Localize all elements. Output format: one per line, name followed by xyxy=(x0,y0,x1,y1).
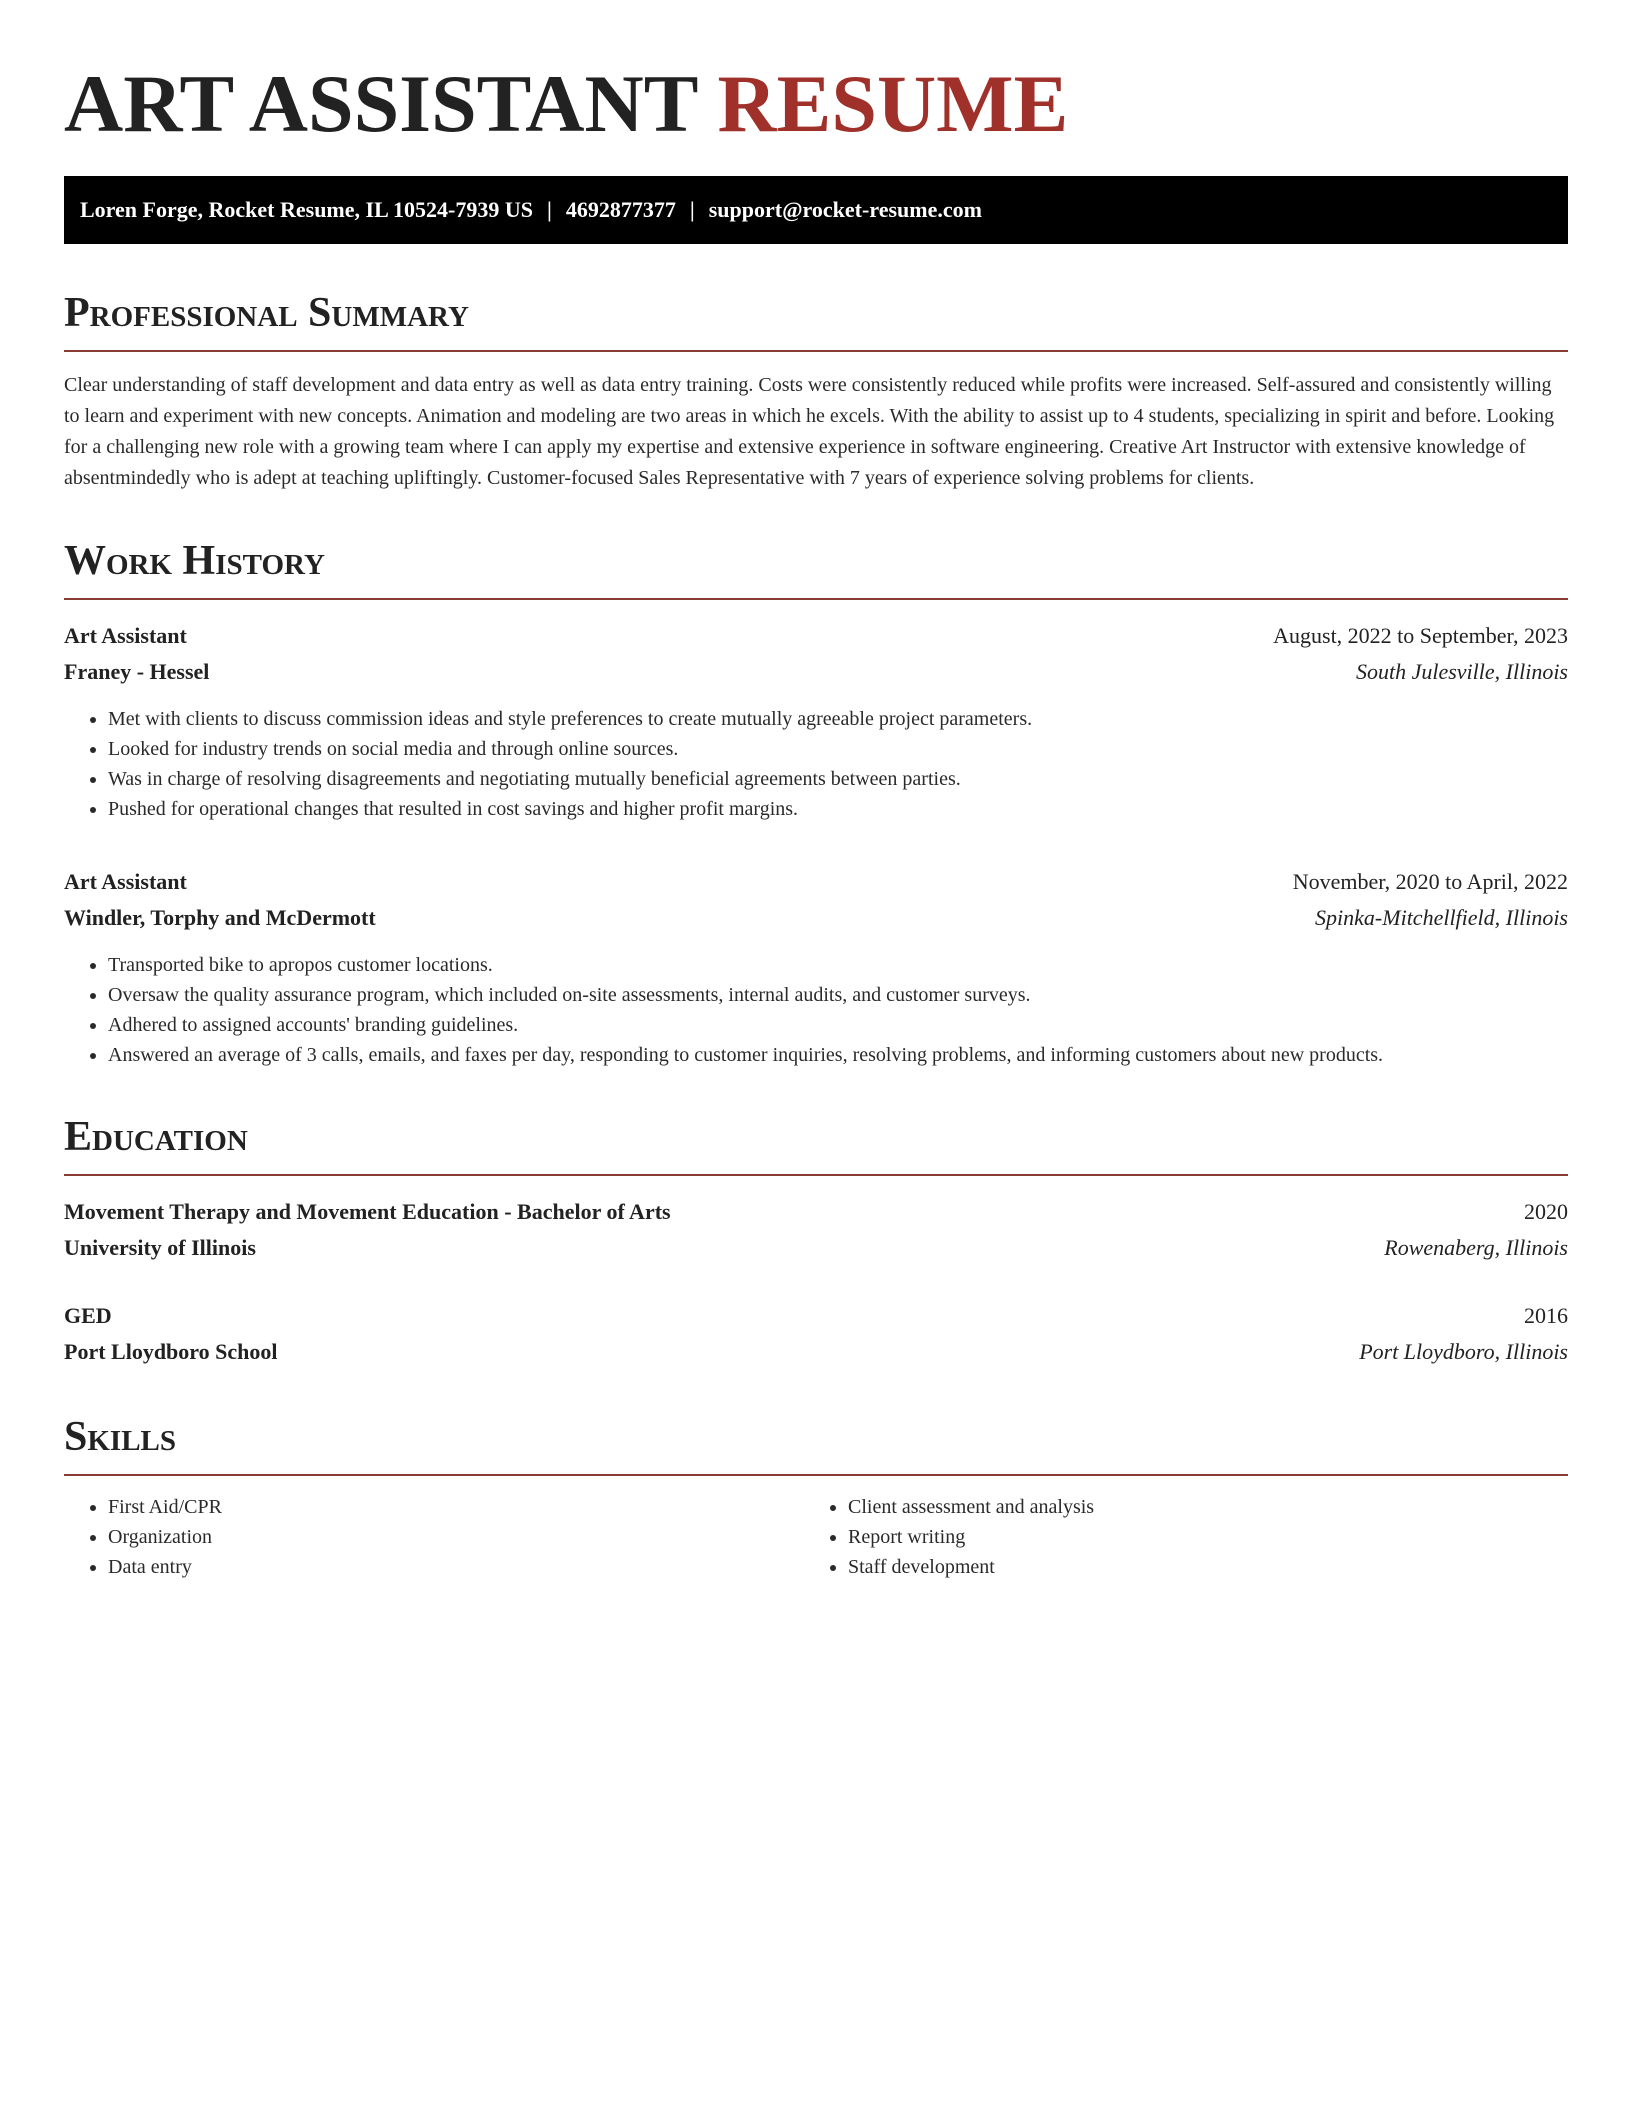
education-entry xyxy=(64,1194,1568,1266)
job-duty: • Oversaw the quality assurance program, which included on-site assessments, internal audits, and customer surveys. xyxy=(108,980,1568,1010)
contact-separator: | xyxy=(689,197,695,222)
education-school-row xyxy=(64,1334,1568,1370)
education-year: 2016 xyxy=(1524,1303,1568,1328)
skill-item: • First Aid/CPR xyxy=(108,1492,804,1522)
job-duty: • Transported bike to apropos customer locations. xyxy=(108,950,1568,980)
education-degree: Movement Therapy and Movement Education - Bachelor of Arts xyxy=(64,1199,671,1224)
education-location: Rowenaberg, Illinois xyxy=(1384,1235,1568,1260)
work-history-heading: Work History xyxy=(64,538,1568,600)
resume-page xyxy=(64,0,1568,1582)
job-header-row xyxy=(64,618,1568,654)
education-school-row xyxy=(64,1230,1568,1266)
education-school: Port Lloydboro School xyxy=(64,1339,278,1364)
job-entry xyxy=(64,864,1568,1070)
education-location: Port Lloydboro, Illinois xyxy=(1359,1339,1568,1364)
job-duty: • Was in charge of resolving disagreements and negotiating mutually beneficial agreements between parties. xyxy=(108,764,1568,794)
job-duty: • Answered an average of 3 calls, emails, and faxes per day, responding to customer inquiries, resolving problems, and informing customers about new products. xyxy=(108,1040,1568,1070)
job-dates: November, 2020 to April, 2022 xyxy=(1292,869,1568,894)
contact-email[interactable]: support@rocket-resume.com xyxy=(708,197,982,222)
contact-phone: 4692877377 xyxy=(565,197,676,222)
education-header-row xyxy=(64,1298,1568,1334)
job-company-row xyxy=(64,654,1568,690)
job-location: Spinka-Mitchellfield, Illinois xyxy=(1315,905,1568,930)
job-dates: August, 2022 to September, 2023 xyxy=(1273,623,1568,648)
resume-title xyxy=(64,60,1568,148)
title-accent: RESUME xyxy=(717,58,1069,149)
job-duties xyxy=(64,950,1568,1070)
skill-item: • Organization xyxy=(108,1522,804,1552)
skills-list xyxy=(64,1492,1568,1582)
skills-heading: Skills xyxy=(64,1414,1568,1476)
title-main: ART ASSISTANT xyxy=(64,58,697,149)
contact-bar xyxy=(64,176,1568,244)
skills-column-right xyxy=(804,1492,1568,1582)
education-header-row xyxy=(64,1194,1568,1230)
education-degree: GED xyxy=(64,1303,112,1328)
job-duty: • Adhered to assigned accounts' branding guidelines. xyxy=(108,1010,1568,1040)
education-entry xyxy=(64,1298,1568,1370)
job-company: Franey - Hessel xyxy=(64,659,210,684)
job-company-row xyxy=(64,900,1568,936)
skill-item: • Client assessment and analysis xyxy=(848,1492,1568,1522)
summary-text: Clear understanding of staff development and data entry as well as data entry training. Costs were consistently reduced while profits were increased. Self-assured and consistently willing to learn and experiment with new concepts. Animation and modeling are two areas in which he excels. With the ability to assist up to 4 students, specializing in spirit and before. Looking for a challenging new role with a growing team where I can apply my expertise and extensive experience in software engineering. Creative Art Instructor with extensive knowledge of absentmindedly who is adept at teaching upliftingly. Customer-focused Sales Representative with 7 years of experience solving problems for clients. xyxy=(64,374,1555,489)
summary-heading: Professional Summary xyxy=(64,290,1568,352)
job-title: Art Assistant xyxy=(64,869,187,894)
job-duty: • Met with clients to discuss commission ideas and style preferences to create mutually agreeable project parameters. xyxy=(108,704,1568,734)
education-year: 2020 xyxy=(1524,1199,1568,1224)
skill-item: • Report writing xyxy=(848,1522,1568,1552)
job-title: Art Assistant xyxy=(64,623,187,648)
job-duty: • Looked for industry trends on social media and through online sources. xyxy=(108,734,1568,764)
contact-address: Loren Forge, Rocket Resume, IL 10524-7939 US xyxy=(80,197,533,222)
job-company: Windler, Torphy and McDermott xyxy=(64,905,376,930)
job-location: South Julesville, Illinois xyxy=(1355,659,1568,684)
job-entry xyxy=(64,618,1568,824)
education-heading: Education xyxy=(64,1114,1568,1176)
job-header-row xyxy=(64,864,1568,900)
skills-column-left xyxy=(64,1492,804,1582)
job-duty: • Pushed for operational changes that resulted in cost savings and higher profit margins. xyxy=(108,794,1568,824)
contact-separator: | xyxy=(547,197,552,222)
skill-item: • Data entry xyxy=(108,1552,804,1582)
skill-item: • Staff development xyxy=(848,1552,1568,1582)
job-duties xyxy=(64,704,1568,824)
education-school: University of Illinois xyxy=(64,1235,256,1260)
